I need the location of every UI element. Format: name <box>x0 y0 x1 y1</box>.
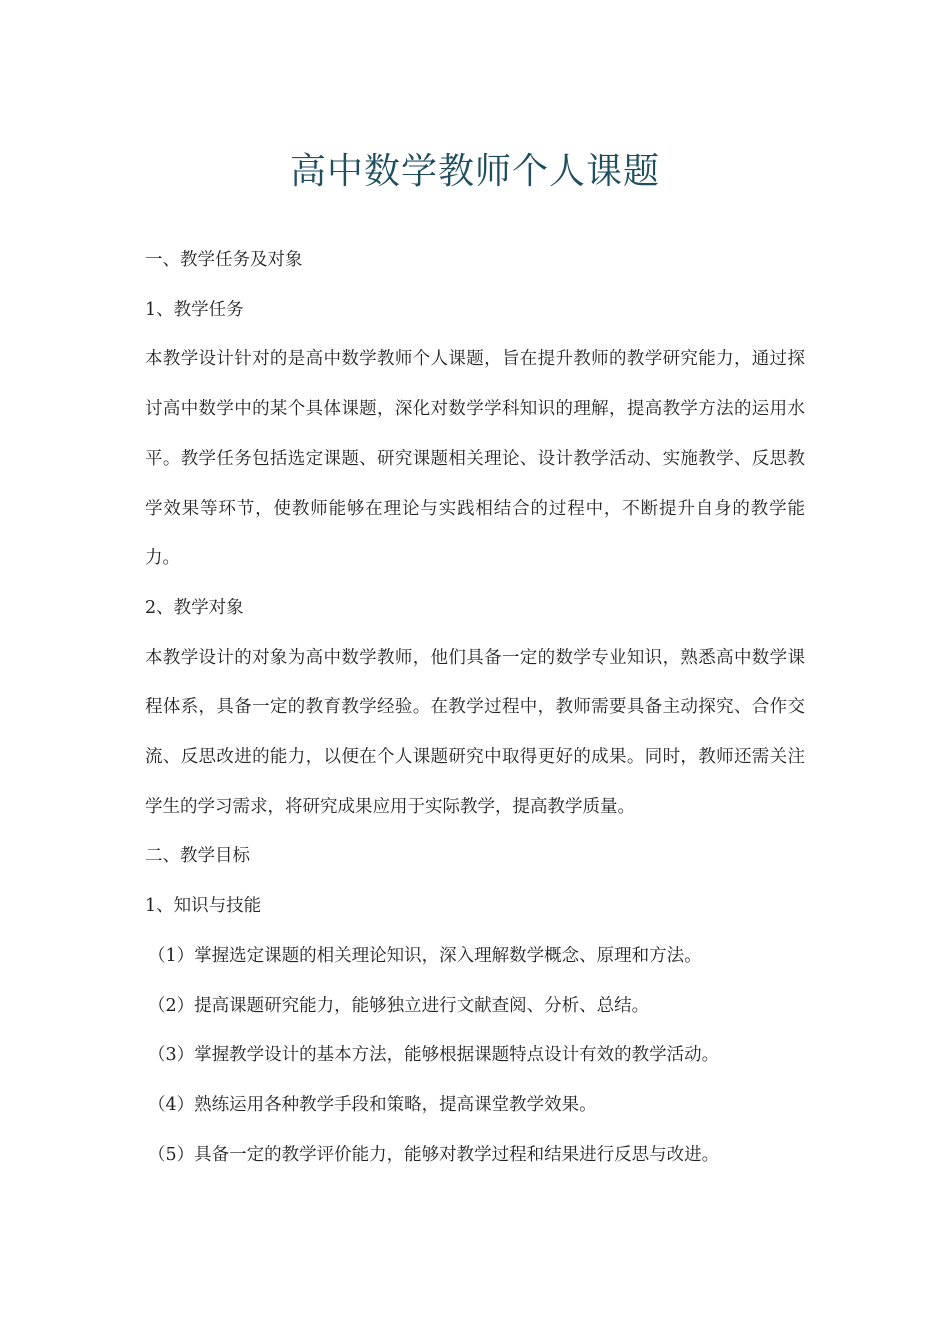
subsection-heading-knowledge-skills: 1、知识与技能 <box>145 896 262 917</box>
list-item: （1）掌握选定课题的相关理论知识，深入理解数学概念、原理和方法。 <box>148 945 702 966</box>
list-item: （5）具备一定的教学评价能力，能够对教学过程和结果进行反思与改进。 <box>148 1144 720 1165</box>
document-body <box>145 236 805 1180</box>
section-heading-1: 一、教学任务及对象 <box>145 250 303 270</box>
list-item: （2）提高课题研究能力，能够独立进行文献查阅、分析、总结。 <box>148 995 650 1016</box>
subsection-heading-teaching-task: 1、教学任务 <box>145 299 244 320</box>
section-heading-2: 二、教学目标 <box>145 846 250 867</box>
document-title: 高中数学教师个人课题 <box>289 151 660 192</box>
list-item: （4）熟练运用各种教学手段和策略，提高课堂教学效果。 <box>148 1094 597 1115</box>
paragraph-teaching-object: 本教学设计的对象为高中数学教师，他们具备一定的数学专业知识，熟悉高中数学课程体系，具备一定的教育教学经验。在教学过程中，教师需要具备主动探究、合作交流、反思改进的能力，以便在个人课题研究中取得更好的成果。同时，教师还需关注学生的学习需求，将研究成果应用于实际教学，提高教学质量。 <box>145 647 805 817</box>
list-item: （3）掌握教学设计的基本方法，能够根据课题特点设计有效的教学活动。 <box>148 1045 720 1066</box>
subsection-heading-teaching-object: 2、教学对象 <box>145 597 244 618</box>
paragraph-teaching-task: 本教学设计针对的是高中数学教师个人课题，旨在提升教师的教学研究能力，通过探讨高中数学中的某个具体课题，深化对数学学科知识的理解，提高教学方法的运用水平。教学任务包括选定课题、研究课题相关理论、设计教学活动、实施教学、反思教学效果等环节，使教师能够在理论与实践相结合的过程中，不断提升自身的教学能力。 <box>145 349 805 569</box>
